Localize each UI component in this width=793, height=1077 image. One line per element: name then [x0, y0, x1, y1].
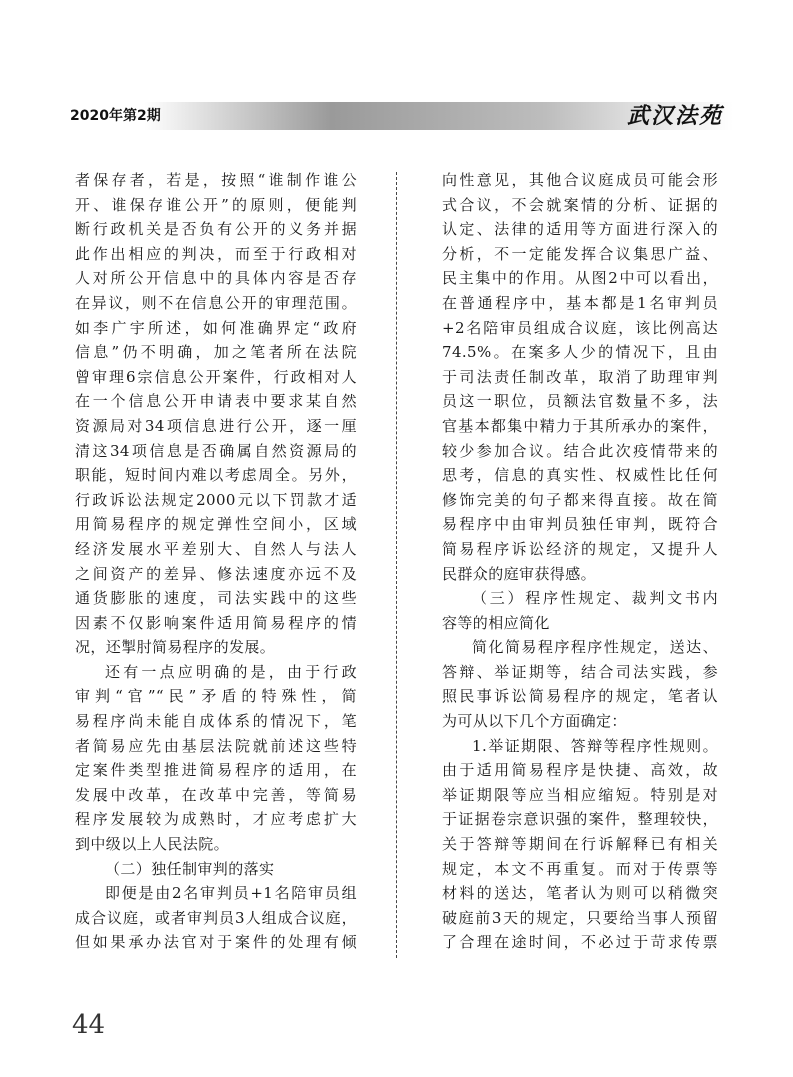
left-line: 者保存者，若是，按照“谁制作谁公 — [75, 171, 357, 189]
right-line: 在普通程序中，基本都是1名审判员 — [442, 293, 718, 312]
right-line: 规定，本文不再重复。而对于传票等 — [442, 859, 718, 878]
right-line: 官基本都集中精力于其所承办的案件， — [442, 416, 718, 435]
right-line: 照民事诉讼简易程序的规定，笔者认 — [442, 687, 718, 706]
issue-label: 2020年第2期 — [70, 108, 161, 124]
right-line: 于证据卷宗意识强的案件，整理较快， — [442, 810, 718, 829]
left-line: 资源局对34项信息进行公开，逐一厘 — [75, 416, 357, 435]
right-line: 材料的送达，笔者认为则可以稍微突 — [442, 884, 718, 903]
left-line: 如李广宇所述，如何准确界定“政府 — [75, 318, 357, 337]
right-line: 举证期限等应当相应缩短。特别是对 — [442, 785, 718, 804]
left-line: 信息”仍不明确，加之笔者所在法院 — [75, 343, 357, 362]
left-line: 到中级以上人民法院。 — [75, 835, 230, 854]
left-line: 之间资产的差异、修法速度亦远不及 — [75, 564, 357, 583]
left-line: 此作出相应的判决，而至于行政相对 — [75, 244, 357, 263]
left-line: 成合议庭，或者审判员3人组成合议庭， — [75, 908, 357, 927]
section-heading: （二）独任制审判的落实 — [105, 859, 275, 878]
left-line: 在一个信息公开申请表中要求某自然 — [75, 392, 357, 411]
right-line: 较少参加合议。结合此次疫情带来的 — [442, 441, 718, 460]
left-line: 程序发展较为成熟时，才应考虑扩大 — [75, 810, 357, 829]
left-line: 因素不仅影响案件适用简易程序的情 — [75, 613, 357, 632]
right-line: 1.举证期限、答辩等程序性规则。 — [472, 736, 718, 755]
right-line: 于司法责任制改革，取消了助理审判 — [442, 367, 718, 386]
right-line: 为可从以下几个方面确定： — [442, 712, 627, 731]
page-number: 44 — [72, 1010, 106, 1040]
right-line: 答辩、举证期等，结合司法实践，参 — [442, 662, 718, 681]
left-line: 通货膨胀的速度，司法实践中的这些 — [75, 589, 357, 608]
left-column — [75, 168, 357, 955]
left-line: 经济发展水平差别大、自然人与法人 — [75, 539, 357, 558]
left-line: 但如果承办法官对于案件的处理有倾 — [75, 933, 357, 952]
left-line: 用简易程序的规定弹性空间小，区域 — [75, 515, 357, 534]
right-line: 向性意见，其他合议庭成员可能会形 — [442, 171, 718, 189]
right-line: 破庭前3天的规定，只要给当事人预留 — [442, 908, 718, 927]
left-line: 职能，短时间内难以考虑周全。另外， — [75, 466, 357, 485]
right-line: +2名陪审员组成合议庭，该比例高达 — [442, 318, 718, 337]
left-line: 在异议，则不在信息公开的审理范围。 — [75, 293, 357, 312]
right-line: 易程序中由审判员独任审判，既符合 — [442, 515, 718, 534]
left-line: 审判“官”“民”矛盾的特殊性，简 — [75, 687, 357, 706]
right-line: 由于适用简易程序是快捷、高效，故 — [442, 761, 718, 780]
right-line: 式合议，不会就案情的分析、证据的 — [442, 195, 718, 214]
left-line: 发展中改革，在改革中完善，等简易 — [75, 785, 357, 804]
right-line: 分析，不一定能发挥合议集思广益、 — [442, 244, 718, 263]
right-line: 思考，信息的真实性、权威性比任何 — [442, 466, 718, 485]
left-line: 易程序尚未能自成体系的情况下，笔 — [75, 712, 357, 731]
right-line: 关于答辩等期间在行诉解释已有相关 — [442, 835, 718, 854]
right-line: 修饰完美的句子都来得直接。故在简 — [442, 490, 718, 509]
right-line: 认定、法律的适用等方面进行深入的 — [442, 220, 718, 239]
section-heading: （三）程序性规定、裁判文书内 — [472, 589, 718, 608]
column-divider — [396, 172, 397, 958]
left-line: 断行政机关是否负有公开的义务并据 — [75, 220, 357, 239]
right-line: 员这一职位，员额法官数量不多，法 — [442, 392, 718, 411]
left-line: 还有一点应明确的是，由于行政 — [105, 662, 357, 681]
left-line: 人对所公开信息中的具体内容是否存 — [75, 269, 357, 288]
right-line: 简化简易程序程序性规定，送达、 — [472, 638, 718, 657]
left-line: 开、谁保存谁公开”的原则，便能判 — [75, 195, 357, 214]
right-column — [442, 168, 718, 955]
right-line: 民主集中的作用。从图2中可以看出， — [442, 269, 718, 288]
left-line: 曾审理6宗信息公开案件，行政相对人 — [75, 367, 357, 386]
left-line: 即便是由2名审判员+1名陪审员组 — [105, 884, 357, 903]
left-line: 行政诉讼法规定2000元以下罚款才适 — [75, 490, 357, 509]
left-line: 况，还掣肘简易程序的发展。 — [75, 638, 276, 657]
left-line: 定案件类型推进简易程序的适用，在 — [75, 761, 357, 780]
left-line: 者简易应先由基层法院就前述这些特 — [75, 736, 357, 755]
right-line: 民群众的庭审获得感。 — [442, 564, 597, 583]
journal-title: 武汉法苑 — [626, 103, 723, 129]
section-heading: 容等的相应简化 — [442, 613, 550, 632]
right-line: 了合理在途时间，不必过于苛求传票 — [442, 933, 718, 952]
left-line: 清这34项信息是否确属自然资源局的 — [75, 441, 357, 460]
right-line: 简易程序诉讼经济的规定，又提升人 — [442, 539, 718, 558]
right-line: 74.5%。在案多人少的情况下，且由 — [442, 343, 718, 362]
